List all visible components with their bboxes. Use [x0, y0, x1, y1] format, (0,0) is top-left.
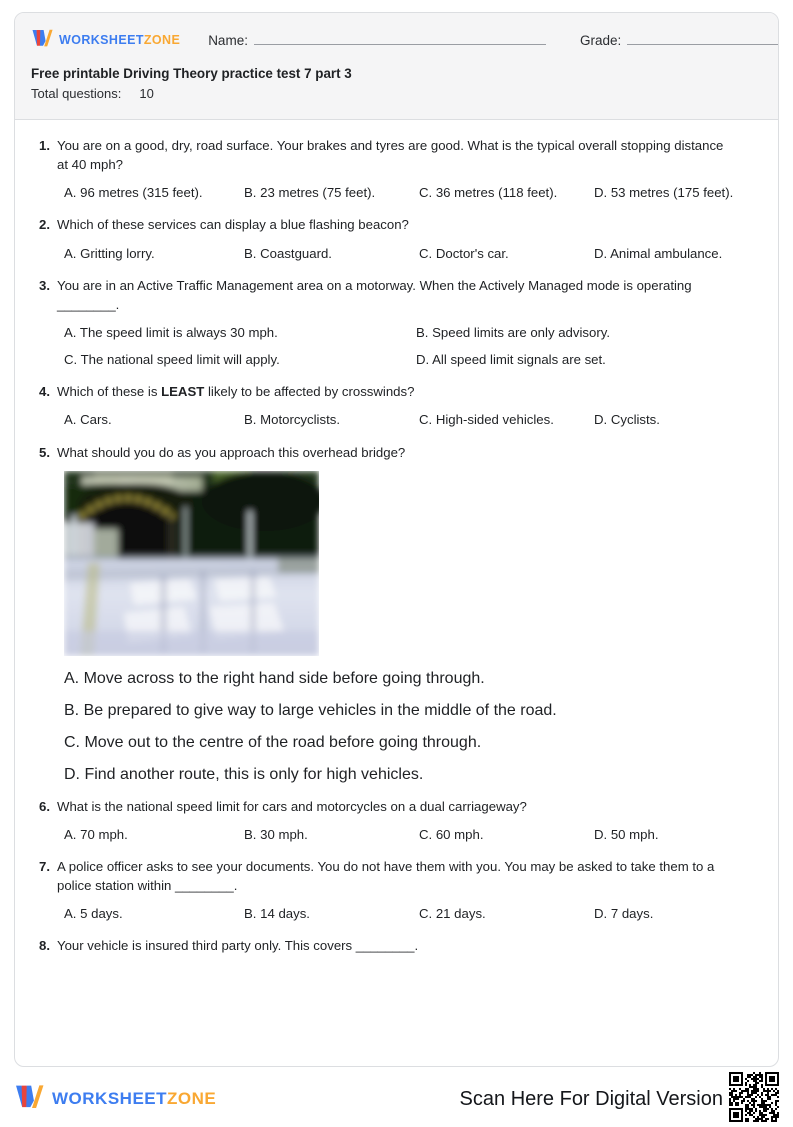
question-image-wrap	[64, 471, 758, 656]
question-header	[35, 382, 758, 401]
answer-options	[64, 244, 758, 263]
grade-field-label: Grade:	[579, 33, 622, 48]
qr-code-icon[interactable]	[729, 1072, 779, 1127]
answer-option[interactable]: B. Motorcyclists.	[244, 412, 340, 428]
footer-brand-logo-text	[52, 1089, 216, 1109]
question-text: A police officer asks to see your documents. You do not have them with you. You may be asked to take them to a police station within ________.	[57, 858, 715, 894]
scan-here-text: Scan Here For Digital Version	[459, 1087, 723, 1110]
question-text: You are in an Active Traffic Management area on a motorway. When the Actively Managed mode is operating ________.	[57, 277, 692, 312]
answer-option[interactable]: C. 21 days.	[419, 906, 486, 922]
answer-options	[64, 670, 758, 784]
name-field	[208, 32, 546, 48]
question-item	[35, 936, 758, 955]
answer-option[interactable]: D. 7 days.	[594, 906, 654, 922]
question-text: Your vehicle is insured third party only. This covers ________.	[57, 938, 419, 954]
answer-option[interactable]: A. 5 days.	[64, 906, 123, 922]
question-text	[57, 382, 758, 401]
answer-option[interactable]: B. 23 metres (75 feet).	[244, 185, 376, 201]
answer-row	[64, 410, 758, 429]
answer-row	[64, 244, 758, 263]
answer-option[interactable]: B. 30 mph.	[244, 826, 308, 842]
question-item	[35, 215, 758, 262]
answer-option[interactable]: A. The speed limit is always 30 mph.	[64, 324, 278, 340]
answer-option[interactable]: C. The national speed limit will apply.	[64, 352, 280, 368]
question-item	[35, 276, 758, 370]
answer-option[interactable]: D. Cyclists.	[594, 412, 660, 428]
answer-options	[64, 825, 758, 844]
question-number: 7.	[39, 858, 50, 874]
answer-row	[64, 323, 758, 342]
answer-option[interactable]: C. Move out to the centre of the road before going through.	[64, 733, 482, 751]
question-item	[35, 443, 758, 784]
question-text-pre: Which of these is	[57, 384, 162, 400]
answer-option[interactable]: A. Gritting lorry.	[64, 245, 155, 261]
question-text: You are on a good, dry, road surface. Your brakes and tyres are good. What is the typical overall stopping distance at 40 mph?	[57, 138, 724, 173]
question-number: 6.	[39, 798, 50, 814]
question-text: Which of these services can display a blue flashing beacon?	[57, 217, 409, 233]
grade-field-input[interactable]	[627, 32, 779, 45]
footer-brand-name-part-1: WORKSHEET	[52, 1089, 167, 1108]
answer-option[interactable]: D. Animal ambulance.	[594, 245, 723, 261]
answer-options	[64, 323, 758, 369]
question-number: 3.	[39, 277, 50, 293]
question-header	[35, 136, 758, 174]
brand-logo-text	[59, 33, 180, 47]
question-number: 1.	[39, 138, 50, 153]
question-header	[35, 857, 758, 895]
total-questions-row	[31, 86, 762, 101]
answer-option[interactable]: B. Coastguard.	[244, 245, 332, 261]
answer-option[interactable]: A. Cars.	[64, 412, 112, 428]
answer-option[interactable]: A. Move across to the right hand side before going through.	[64, 669, 485, 687]
worksheet-sheet	[14, 12, 779, 1067]
question-item	[35, 857, 758, 923]
answer-option[interactable]: D. Find another route, this is only for high vehicles.	[64, 765, 424, 783]
question-number: 5.	[39, 444, 50, 460]
question-header	[35, 936, 758, 955]
question-text: What should you do as you approach this overhead bridge?	[57, 444, 406, 460]
question-number: 2.	[39, 217, 50, 233]
answer-option[interactable]: A. 96 metres (315 feet).	[64, 185, 203, 201]
question-number: 8.	[39, 938, 50, 954]
total-questions-value: 10	[139, 86, 154, 102]
brand-logo	[31, 29, 180, 52]
answer-row	[64, 350, 758, 369]
question-item	[35, 382, 758, 429]
answer-option[interactable]: C. 60 mph.	[419, 826, 484, 842]
answer-row	[64, 670, 758, 784]
worksheet-header	[15, 13, 778, 120]
question-text-emphasis: LEAST	[161, 384, 205, 400]
answer-option[interactable]: C. High-sided vehicles.	[419, 412, 554, 428]
question-item	[35, 797, 758, 844]
grade-field	[580, 32, 779, 48]
question-item	[35, 136, 758, 202]
answer-row	[64, 825, 758, 844]
question-text: What is the national speed limit for cars and motorcycles on a dual carriageway?	[57, 798, 527, 814]
questions-list	[15, 120, 778, 956]
worksheet-zone-logo-icon	[14, 1084, 44, 1114]
total-questions-label: Total questions:	[31, 86, 122, 102]
footer-brand-logo	[14, 1084, 216, 1114]
answer-options	[64, 904, 758, 923]
worksheet-zone-logo-icon	[31, 29, 53, 52]
answer-option[interactable]: A. 70 mph.	[64, 826, 128, 842]
brand-name-part-2: ZONE	[143, 33, 181, 47]
answer-option[interactable]: B. 14 days.	[244, 906, 310, 922]
question-text-post: likely to be affected by crosswinds?	[204, 384, 415, 400]
answer-row	[64, 183, 758, 202]
name-field-label: Name:	[208, 33, 248, 48]
footer-brand-name-part-2: ZONE	[167, 1089, 217, 1108]
answer-option[interactable]: D. 53 metres (175 feet).	[594, 185, 734, 201]
answer-options	[64, 183, 758, 202]
question-header	[35, 276, 758, 314]
question-number: 4.	[39, 384, 50, 400]
answer-option[interactable]: B. Be prepared to give way to large vehicles in the middle of the road.	[64, 701, 557, 719]
header-meta	[15, 55, 778, 101]
question-header	[35, 443, 758, 462]
answer-row	[64, 904, 758, 923]
answer-option[interactable]: C. Doctor's car.	[419, 245, 509, 261]
brand-name-part-1: WORKSHEET	[59, 33, 144, 47]
page-title: Free printable Driving Theory practice test 7 part 3	[31, 66, 352, 81]
header-top-row	[15, 13, 778, 55]
question-header	[35, 215, 758, 234]
answer-option[interactable]: B. Speed limits are only advisory.	[416, 324, 610, 340]
question-header	[35, 797, 758, 816]
name-field-input[interactable]	[254, 32, 546, 45]
worksheet-footer	[14, 1079, 779, 1119]
answer-option[interactable]: C. 36 metres (118 feet).	[419, 185, 558, 201]
answer-option[interactable]: D. 50 mph.	[594, 826, 659, 842]
answer-option[interactable]: D. All speed limit signals are set.	[416, 352, 606, 368]
overhead-bridge-photo	[64, 471, 319, 656]
answer-options	[64, 410, 758, 429]
